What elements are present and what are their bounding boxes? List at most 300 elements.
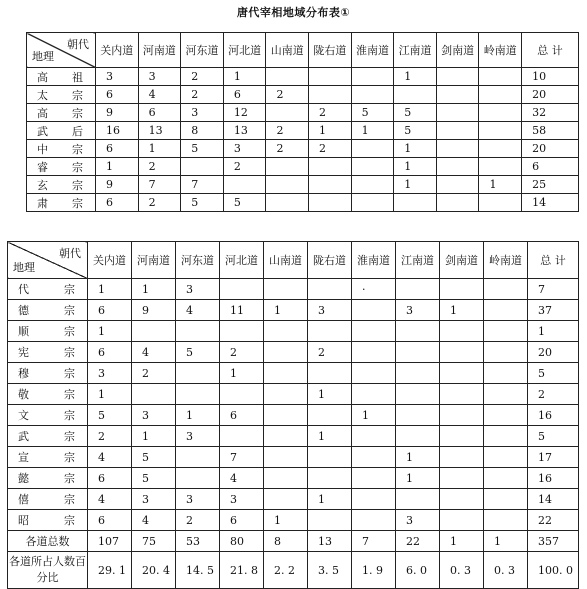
ruler-name-char: 宗 bbox=[64, 451, 75, 464]
table-cell bbox=[479, 194, 522, 212]
table-cell bbox=[309, 158, 352, 176]
ruler-name-char: 后 bbox=[72, 124, 83, 138]
table-cell bbox=[352, 342, 396, 363]
header-row bbox=[27, 33, 579, 68]
table-row bbox=[8, 510, 579, 531]
table-cell bbox=[351, 140, 394, 158]
column-header: 陇右道 bbox=[309, 33, 352, 68]
table-cell: 22 bbox=[396, 531, 440, 552]
ruler-name-char: 代 bbox=[18, 283, 29, 296]
table-cell bbox=[132, 384, 176, 405]
ruler-name-char: 太 bbox=[37, 88, 48, 102]
table-cell bbox=[396, 321, 440, 342]
table-cell: 14 bbox=[528, 489, 579, 510]
table-cell: 4 bbox=[88, 447, 132, 468]
table-cell: 4 bbox=[220, 468, 264, 489]
ruler-name-char: 宗 bbox=[72, 142, 83, 156]
table-cell: 1 bbox=[308, 489, 352, 510]
table-cell: 2 bbox=[266, 86, 309, 104]
ruler-name-char: 玄 bbox=[37, 178, 48, 192]
ruler-name-cell bbox=[8, 384, 88, 405]
table-cell: 5 bbox=[176, 342, 220, 363]
table-cell: 3 bbox=[176, 279, 220, 300]
table-cell: 9 bbox=[96, 104, 139, 122]
table-cell: 1 bbox=[308, 384, 352, 405]
table-cell bbox=[440, 384, 484, 405]
table-cell: 7 bbox=[528, 279, 579, 300]
ruler-name-char: 宗 bbox=[64, 472, 75, 485]
table-cell bbox=[484, 363, 528, 384]
table-cell bbox=[440, 468, 484, 489]
table-cell: 9 bbox=[96, 176, 139, 194]
ruler-name-char: 中 bbox=[37, 142, 48, 156]
ruler-name-char: 宗 bbox=[64, 346, 75, 359]
table-cell bbox=[220, 426, 264, 447]
table-cell: 13 bbox=[223, 122, 266, 140]
table-cell: 9 bbox=[132, 300, 176, 321]
column-header: 总 计 bbox=[528, 242, 579, 279]
table-cell: 3. 5 bbox=[308, 552, 352, 589]
table-cell bbox=[176, 363, 220, 384]
table-cell: 4 bbox=[132, 342, 176, 363]
table-cell: 4 bbox=[88, 489, 132, 510]
table-cell bbox=[484, 300, 528, 321]
table-cell: 1 bbox=[132, 279, 176, 300]
table-cell bbox=[352, 447, 396, 468]
table-cell: 5 bbox=[88, 405, 132, 426]
table-cell: 1 bbox=[394, 158, 437, 176]
table-cell: 6 bbox=[88, 510, 132, 531]
ruler-name-cell bbox=[8, 279, 88, 300]
column-header: 河东道 bbox=[181, 33, 224, 68]
column-header: 江南道 bbox=[394, 33, 437, 68]
table-row bbox=[8, 426, 579, 447]
table-row bbox=[27, 140, 579, 158]
table-row bbox=[27, 194, 579, 212]
ruler-name-char: 敬 bbox=[18, 388, 29, 401]
table-cell bbox=[479, 122, 522, 140]
table-cell bbox=[440, 321, 484, 342]
ruler-name-cell bbox=[27, 122, 96, 140]
table-cell bbox=[396, 279, 440, 300]
table-cell bbox=[351, 68, 394, 86]
table-cell bbox=[264, 384, 308, 405]
table-cell: 3 bbox=[396, 300, 440, 321]
table-cell: 5 bbox=[351, 104, 394, 122]
table-cell bbox=[436, 158, 479, 176]
summary-label: 各道所占人数百分比 bbox=[8, 552, 88, 589]
table-cell: 2 bbox=[266, 140, 309, 158]
table-cell bbox=[352, 300, 396, 321]
ruler-name-char: 德 bbox=[18, 304, 29, 317]
table-cell: 3 bbox=[181, 104, 224, 122]
table-cell bbox=[396, 489, 440, 510]
table-cell: 2 bbox=[176, 510, 220, 531]
table-cell: 6 bbox=[88, 342, 132, 363]
table-cell: 4 bbox=[138, 86, 181, 104]
table-cell: 1 bbox=[88, 321, 132, 342]
ruler-name-cell bbox=[8, 447, 88, 468]
table-cell: 6 bbox=[220, 405, 264, 426]
table-cell: 1 bbox=[220, 363, 264, 384]
table-cell bbox=[309, 86, 352, 104]
table-cell bbox=[396, 363, 440, 384]
column-header: 河南道 bbox=[132, 242, 176, 279]
table-cell: 1 bbox=[440, 300, 484, 321]
table-cell: 53 bbox=[176, 531, 220, 552]
ruler-name-char: 昭 bbox=[18, 514, 29, 527]
table-cell bbox=[176, 321, 220, 342]
table-cell bbox=[220, 279, 264, 300]
table-cell: 1 bbox=[484, 531, 528, 552]
table-cell: 13 bbox=[138, 122, 181, 140]
table-cell: 20. 4 bbox=[132, 552, 176, 589]
table-cell: 1 bbox=[264, 300, 308, 321]
table-cell bbox=[264, 426, 308, 447]
table-cell bbox=[266, 194, 309, 212]
table-cell: 1 bbox=[352, 405, 396, 426]
table-cell bbox=[440, 426, 484, 447]
table-cell bbox=[396, 426, 440, 447]
table-cell: 22 bbox=[528, 510, 579, 531]
table-cell bbox=[308, 321, 352, 342]
table-cell: 16 bbox=[528, 405, 579, 426]
ruler-name-cell bbox=[8, 405, 88, 426]
ruler-name-cell bbox=[8, 363, 88, 384]
table-cell bbox=[484, 489, 528, 510]
table-cell: 1 bbox=[308, 426, 352, 447]
ruler-name-char: 宗 bbox=[64, 367, 75, 380]
table-cell: 5 bbox=[528, 363, 579, 384]
table-cell: 1 bbox=[479, 176, 522, 194]
table-cell bbox=[436, 194, 479, 212]
table-cell bbox=[220, 321, 264, 342]
table-cell: 1 bbox=[176, 405, 220, 426]
table-row bbox=[27, 68, 579, 86]
ruler-name-char: 宗 bbox=[64, 430, 75, 443]
table-cell bbox=[440, 510, 484, 531]
ruler-name-char: 宗 bbox=[64, 493, 75, 506]
column-header: 岭南道 bbox=[479, 33, 522, 68]
table-cell: 5 bbox=[181, 194, 224, 212]
table-cell: 14. 5 bbox=[176, 552, 220, 589]
table-cell: 2 bbox=[223, 158, 266, 176]
ruler-name-cell bbox=[27, 86, 96, 104]
table-cell: 5 bbox=[223, 194, 266, 212]
table-cell bbox=[352, 363, 396, 384]
table-cell bbox=[396, 342, 440, 363]
table-cell: 6 bbox=[522, 158, 579, 176]
table-cell bbox=[352, 489, 396, 510]
column-header: 岭南道 bbox=[484, 242, 528, 279]
table-cell bbox=[479, 140, 522, 158]
ruler-name-char: 宗 bbox=[64, 388, 75, 401]
table-cell bbox=[264, 489, 308, 510]
table-cell bbox=[479, 86, 522, 104]
table-cell: 6 bbox=[96, 194, 139, 212]
table-cell bbox=[484, 384, 528, 405]
table-cell: 16 bbox=[96, 122, 139, 140]
table-cell bbox=[309, 68, 352, 86]
table-cell: 1 bbox=[88, 384, 132, 405]
summary-label: 各道总数 bbox=[8, 531, 88, 552]
table-row bbox=[8, 552, 579, 589]
table-cell: 1 bbox=[96, 158, 139, 176]
column-header: 关内道 bbox=[88, 242, 132, 279]
table-cell bbox=[264, 468, 308, 489]
table-cell: 1. 9 bbox=[352, 552, 396, 589]
corner-header bbox=[27, 33, 96, 68]
ruler-name-cell bbox=[27, 104, 96, 122]
table-row bbox=[8, 279, 579, 300]
table-cell: 2. 2 bbox=[264, 552, 308, 589]
table-cell: 2 bbox=[308, 342, 352, 363]
table-row bbox=[8, 447, 579, 468]
table-cell: 6 bbox=[138, 104, 181, 122]
table-cell bbox=[266, 68, 309, 86]
ruler-name-char: 宗 bbox=[64, 514, 75, 527]
table-cell bbox=[266, 176, 309, 194]
table-row bbox=[27, 176, 579, 194]
ruler-name-char: 穆 bbox=[18, 367, 29, 380]
table-cell: 1 bbox=[223, 68, 266, 86]
table-part-2 bbox=[7, 241, 579, 589]
table-cell bbox=[176, 447, 220, 468]
table-cell bbox=[484, 468, 528, 489]
table-row bbox=[8, 300, 579, 321]
table-cell: 1 bbox=[351, 122, 394, 140]
table-cell: 357 bbox=[528, 531, 579, 552]
table-cell bbox=[352, 384, 396, 405]
table-cell: 3 bbox=[138, 68, 181, 86]
table-cell bbox=[308, 279, 352, 300]
ruler-name-char: 宗 bbox=[64, 283, 75, 296]
table-cell bbox=[351, 176, 394, 194]
table-cell bbox=[176, 468, 220, 489]
table-cell bbox=[308, 363, 352, 384]
table-cell bbox=[396, 405, 440, 426]
table-cell bbox=[351, 86, 394, 104]
table-cell: 5 bbox=[528, 426, 579, 447]
ruler-name-char: 武 bbox=[18, 430, 29, 443]
table-cell: 8 bbox=[264, 531, 308, 552]
table-cell: 2 bbox=[181, 68, 224, 86]
table-row bbox=[8, 489, 579, 510]
ruler-name-cell bbox=[27, 176, 96, 194]
table-cell bbox=[484, 342, 528, 363]
table-cell: 1 bbox=[394, 68, 437, 86]
table-cell bbox=[264, 321, 308, 342]
table-cell: 12 bbox=[223, 104, 266, 122]
table-cell: 1 bbox=[138, 140, 181, 158]
table-cell: 6 bbox=[96, 86, 139, 104]
corner-dynasty-label: 朝代 bbox=[67, 38, 89, 51]
ruler-name-char: 高 bbox=[37, 106, 48, 120]
table-cell: 10 bbox=[522, 68, 579, 86]
table-cell bbox=[479, 158, 522, 176]
table-cell: 3 bbox=[132, 405, 176, 426]
table-cell: 7 bbox=[352, 531, 396, 552]
column-header: 江南道 bbox=[396, 242, 440, 279]
table-cell: 6 bbox=[223, 86, 266, 104]
table-cell: 1 bbox=[396, 468, 440, 489]
table-cell: 1 bbox=[396, 447, 440, 468]
table-cell: 4 bbox=[176, 300, 220, 321]
table-cell bbox=[436, 104, 479, 122]
table-cell: 3 bbox=[88, 363, 132, 384]
table-cell: 6 bbox=[88, 300, 132, 321]
column-header: 山南道 bbox=[264, 242, 308, 279]
ruler-name-cell bbox=[27, 140, 96, 158]
table-cell bbox=[351, 158, 394, 176]
corner-region-label: 地理 bbox=[32, 50, 54, 63]
table-cell bbox=[440, 405, 484, 426]
table-cell: 107 bbox=[88, 531, 132, 552]
table-cell: 5 bbox=[394, 104, 437, 122]
ruler-name-char: 宣 bbox=[18, 451, 29, 464]
table-cell: 17 bbox=[528, 447, 579, 468]
table-cell: 5 bbox=[132, 468, 176, 489]
table-cell: 13 bbox=[308, 531, 352, 552]
table-row bbox=[27, 86, 579, 104]
table-cell bbox=[308, 447, 352, 468]
table-row bbox=[27, 158, 579, 176]
table-cell bbox=[479, 104, 522, 122]
ruler-name-char: 宗 bbox=[72, 196, 83, 210]
ruler-name-cell bbox=[8, 468, 88, 489]
ruler-name-cell bbox=[27, 158, 96, 176]
table-cell: 8 bbox=[181, 122, 224, 140]
table-part-1 bbox=[26, 32, 579, 212]
table-cell: 2 bbox=[528, 384, 579, 405]
table-cell bbox=[440, 447, 484, 468]
table-cell bbox=[484, 405, 528, 426]
table-cell bbox=[484, 279, 528, 300]
table-cell: 3 bbox=[96, 68, 139, 86]
corner-dynasty-label: 朝代 bbox=[59, 247, 81, 260]
table-cell: · bbox=[352, 279, 396, 300]
table-cell: 0. 3 bbox=[484, 552, 528, 589]
table-row bbox=[8, 405, 579, 426]
table-cell: 1 bbox=[394, 140, 437, 158]
ruler-name-cell bbox=[27, 68, 96, 86]
column-header: 关内道 bbox=[96, 33, 139, 68]
ruler-name-char: 睿 bbox=[37, 160, 48, 174]
table-cell: 2 bbox=[266, 122, 309, 140]
ruler-name-cell bbox=[27, 194, 96, 212]
table-cell: 3 bbox=[308, 300, 352, 321]
table-cell bbox=[484, 426, 528, 447]
ruler-name-char: 宗 bbox=[64, 409, 75, 422]
table-cell bbox=[479, 68, 522, 86]
column-header: 总 计 bbox=[522, 33, 579, 68]
table-cell bbox=[352, 321, 396, 342]
ruler-name-char: 宗 bbox=[72, 88, 83, 102]
ruler-name-cell bbox=[8, 321, 88, 342]
ruler-name-cell bbox=[8, 489, 88, 510]
table-cell: 25 bbox=[522, 176, 579, 194]
table-cell: 16 bbox=[528, 468, 579, 489]
table-cell: 4 bbox=[132, 510, 176, 531]
table-cell bbox=[176, 384, 220, 405]
table-cell: 1 bbox=[440, 531, 484, 552]
table-cell: 5 bbox=[181, 140, 224, 158]
table-cell bbox=[436, 122, 479, 140]
table-cell bbox=[309, 194, 352, 212]
ruler-name-char: 高 bbox=[37, 70, 48, 84]
column-header: 河东道 bbox=[176, 242, 220, 279]
ruler-name-cell bbox=[8, 300, 88, 321]
column-header: 陇右道 bbox=[308, 242, 352, 279]
table-cell bbox=[352, 510, 396, 531]
corner-region-label: 地理 bbox=[13, 261, 35, 274]
ruler-name-char: 宗 bbox=[64, 304, 75, 317]
table-row bbox=[27, 122, 579, 140]
table-cell: 2 bbox=[220, 342, 264, 363]
header-row bbox=[8, 242, 579, 279]
ruler-name-char: 祖 bbox=[72, 70, 83, 84]
ruler-name-char: 宗 bbox=[72, 178, 83, 192]
ruler-name-cell bbox=[8, 510, 88, 531]
table-cell bbox=[436, 176, 479, 194]
ruler-name-char: 顺 bbox=[18, 325, 29, 338]
table-cell: 11 bbox=[220, 300, 264, 321]
table-cell: 3 bbox=[223, 140, 266, 158]
ruler-name-char: 文 bbox=[18, 409, 29, 422]
table-cell: 3 bbox=[396, 510, 440, 531]
table-row bbox=[8, 384, 579, 405]
table-cell bbox=[436, 68, 479, 86]
table-cell: 2 bbox=[132, 363, 176, 384]
table-cell bbox=[264, 405, 308, 426]
table-cell: 7 bbox=[138, 176, 181, 194]
table-row bbox=[27, 104, 579, 122]
table-cell: 20 bbox=[522, 140, 579, 158]
table-cell: 7 bbox=[181, 176, 224, 194]
table-cell bbox=[264, 342, 308, 363]
corner-header bbox=[8, 242, 88, 279]
ruler-name-char: 懿 bbox=[18, 472, 29, 485]
table-row bbox=[8, 321, 579, 342]
table-cell bbox=[436, 140, 479, 158]
column-header: 剑南道 bbox=[440, 242, 484, 279]
ruler-name-char: 宗 bbox=[72, 160, 83, 174]
ruler-name-char: 僖 bbox=[18, 493, 29, 506]
table-cell: 1 bbox=[264, 510, 308, 531]
table-cell bbox=[309, 176, 352, 194]
table-cell: 20 bbox=[528, 342, 579, 363]
table-cell bbox=[264, 447, 308, 468]
table-cell: 3 bbox=[132, 489, 176, 510]
table-cell: 1 bbox=[394, 176, 437, 194]
table-cell bbox=[484, 510, 528, 531]
table-row bbox=[8, 363, 579, 384]
ruler-name-cell bbox=[8, 426, 88, 447]
table-cell bbox=[264, 363, 308, 384]
ruler-name-char: 宪 bbox=[18, 346, 29, 359]
table-cell: 3 bbox=[176, 489, 220, 510]
table-cell bbox=[308, 510, 352, 531]
table-cell bbox=[308, 405, 352, 426]
table-cell: 1 bbox=[528, 321, 579, 342]
table-cell bbox=[181, 158, 224, 176]
table-cell: 2 bbox=[88, 426, 132, 447]
table-cell bbox=[396, 384, 440, 405]
table-cell bbox=[223, 176, 266, 194]
table-cell bbox=[394, 86, 437, 104]
table-cell bbox=[394, 194, 437, 212]
table-cell bbox=[440, 342, 484, 363]
